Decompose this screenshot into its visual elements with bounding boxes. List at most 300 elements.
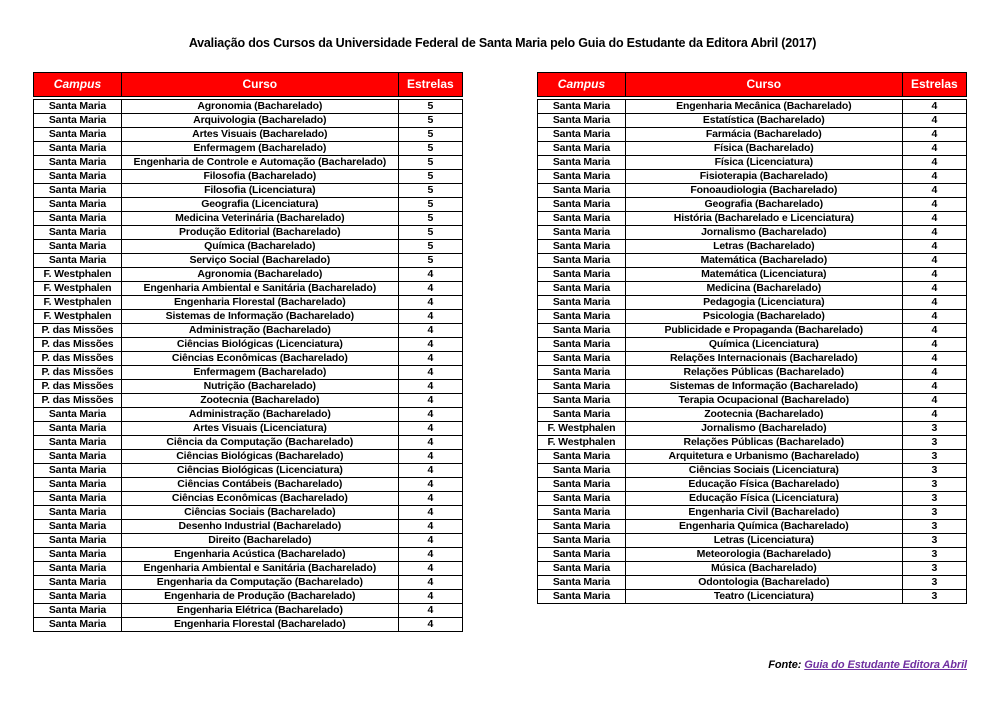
estrelas-cell: 4: [902, 407, 966, 421]
campus-cell: F. Westphalen: [34, 309, 122, 323]
campus-cell: Santa Maria: [34, 211, 122, 225]
table-row: [34, 169, 463, 183]
curso-cell: Relações Internacionais (Bacharelado): [625, 351, 902, 365]
table-row: [538, 491, 967, 505]
estrelas-cell: 4: [902, 169, 966, 183]
campus-cell: Santa Maria: [538, 197, 626, 211]
table-right-header: [538, 73, 967, 98]
table-row: [538, 505, 967, 519]
table-row: [538, 113, 967, 127]
table-row: [34, 477, 463, 491]
curso-cell: Geografia (Bacharelado): [625, 197, 902, 211]
table-row: [34, 379, 463, 393]
table-row: [538, 155, 967, 169]
table-row: [34, 211, 463, 225]
campus-cell: Santa Maria: [538, 365, 626, 379]
curso-cell: Farmácia (Bacharelado): [625, 127, 902, 141]
estrelas-cell: 4: [398, 281, 462, 295]
table-row: [34, 547, 463, 561]
estrelas-cell: 3: [902, 519, 966, 533]
estrelas-cell: 4: [398, 351, 462, 365]
estrelas-cell: 4: [902, 337, 966, 351]
campus-cell: Santa Maria: [538, 547, 626, 561]
estrelas-cell: 4: [398, 365, 462, 379]
campus-cell: Santa Maria: [34, 505, 122, 519]
campus-cell: Santa Maria: [34, 617, 122, 631]
campus-cell: Santa Maria: [34, 491, 122, 505]
table-row: [34, 533, 463, 547]
table-row: [34, 435, 463, 449]
campus-cell: Santa Maria: [34, 253, 122, 267]
curso-cell: Relações Públicas (Bacharelado): [625, 435, 902, 449]
curso-cell: Letras (Bacharelado): [625, 239, 902, 253]
table-row: [34, 323, 463, 337]
estrelas-cell: 4: [902, 113, 966, 127]
campus-cell: F. Westphalen: [34, 295, 122, 309]
curso-cell: Engenharia de Produção (Bacharelado): [121, 589, 398, 603]
estrelas-cell: 4: [902, 183, 966, 197]
table-row: [538, 127, 967, 141]
table-row: [538, 421, 967, 435]
table-row: [538, 477, 967, 491]
estrelas-cell: 4: [398, 589, 462, 603]
estrelas-cell: 4: [902, 225, 966, 239]
table-row: [34, 295, 463, 309]
table-row: [538, 393, 967, 407]
campus-cell: P. das Missões: [34, 365, 122, 379]
table-row: [538, 267, 967, 281]
curso-cell: Arquitetura e Urbanismo (Bacharelado): [625, 449, 902, 463]
curso-cell: Química (Bacharelado): [121, 239, 398, 253]
campus-cell: F. Westphalen: [34, 281, 122, 295]
table-row: [34, 393, 463, 407]
campus-cell: Santa Maria: [538, 519, 626, 533]
curso-cell: Ciências Sociais (Licenciatura): [625, 463, 902, 477]
estrelas-cell: 4: [398, 421, 462, 435]
estrelas-cell: 4: [902, 211, 966, 225]
curso-cell: História (Bacharelado e Licenciatura): [625, 211, 902, 225]
curso-cell: Serviço Social (Bacharelado): [121, 253, 398, 267]
curso-cell: Ciências Sociais (Bacharelado): [121, 505, 398, 519]
campus-cell: Santa Maria: [538, 491, 626, 505]
curso-cell: Administração (Bacharelado): [121, 407, 398, 421]
campus-cell: Santa Maria: [538, 239, 626, 253]
curso-cell: Engenharia Ambiental e Sanitária (Bacharelado): [121, 561, 398, 575]
estrelas-cell: 4: [398, 561, 462, 575]
header-row: [538, 73, 967, 98]
curso-cell: Agronomia (Bacharelado): [121, 98, 398, 114]
campus-cell: Santa Maria: [34, 239, 122, 253]
estrelas-cell: 5: [398, 239, 462, 253]
curso-cell: Fonoaudiologia (Bacharelado): [625, 183, 902, 197]
estrelas-cell: 4: [902, 393, 966, 407]
table-row: [34, 337, 463, 351]
table-left-body: [34, 98, 463, 632]
table-right-body: [538, 98, 967, 604]
campus-cell: Santa Maria: [34, 463, 122, 477]
campus-cell: Santa Maria: [538, 295, 626, 309]
curso-cell: Nutrição (Bacharelado): [121, 379, 398, 393]
estrelas-cell: 4: [902, 309, 966, 323]
campus-cell: Santa Maria: [34, 477, 122, 491]
curso-cell: Artes Visuais (Licenciatura): [121, 421, 398, 435]
curso-cell: Engenharia da Computação (Bacharelado): [121, 575, 398, 589]
curso-cell: Desenho Industrial (Bacharelado): [121, 519, 398, 533]
estrelas-cell: 4: [398, 309, 462, 323]
curso-cell: Ciências Econômicas (Bacharelado): [121, 351, 398, 365]
curso-cell: Jornalismo (Bacharelado): [625, 421, 902, 435]
curso-cell: Engenharia Elétrica (Bacharelado): [121, 603, 398, 617]
curso-cell: Sistemas de Informação (Bacharelado): [121, 309, 398, 323]
campus-cell: Santa Maria: [34, 547, 122, 561]
campus-cell: Santa Maria: [538, 183, 626, 197]
curso-cell: Engenharia Ambiental e Sanitária (Bacharelado): [121, 281, 398, 295]
campus-cell: Santa Maria: [538, 155, 626, 169]
table-row: [34, 253, 463, 267]
estrelas-cell: 4: [902, 281, 966, 295]
table-row: [538, 351, 967, 365]
estrelas-cell: 4: [902, 295, 966, 309]
campus-cell: P. das Missões: [34, 323, 122, 337]
estrelas-cell: 3: [902, 505, 966, 519]
estrelas-cell: 4: [902, 155, 966, 169]
curso-cell: Engenharia Acústica (Bacharelado): [121, 547, 398, 561]
table-row: [538, 295, 967, 309]
curso-cell: Engenharia Civil (Bacharelado): [625, 505, 902, 519]
curso-cell: Psicologia (Bacharelado): [625, 309, 902, 323]
curso-cell: Educação Física (Licenciatura): [625, 491, 902, 505]
estrelas-cell: 3: [902, 477, 966, 491]
estrelas-cell: 5: [398, 225, 462, 239]
table-row: [34, 197, 463, 211]
estrelas-cell: 4: [398, 379, 462, 393]
estrelas-cell: 4: [902, 365, 966, 379]
campus-cell: Santa Maria: [538, 141, 626, 155]
estrelas-cell: 4: [398, 323, 462, 337]
table-row: [538, 183, 967, 197]
estrelas-cell: 4: [902, 141, 966, 155]
campus-cell: Santa Maria: [34, 561, 122, 575]
curso-cell: Zootecnia (Bacharelado): [625, 407, 902, 421]
estrelas-cell: 3: [902, 449, 966, 463]
campus-cell: Santa Maria: [538, 211, 626, 225]
table-row: [538, 561, 967, 575]
campus-cell: P. das Missões: [34, 337, 122, 351]
estrelas-cell: 3: [902, 547, 966, 561]
table-row: [538, 379, 967, 393]
curso-cell: Matemática (Licenciatura): [625, 267, 902, 281]
estrelas-cell: 4: [398, 449, 462, 463]
table-row: [34, 603, 463, 617]
table-row: [538, 197, 967, 211]
curso-cell: Publicidade e Propaganda (Bacharelado): [625, 323, 902, 337]
curso-cell: Ciências Contábeis (Bacharelado): [121, 477, 398, 491]
campus-cell: Santa Maria: [538, 225, 626, 239]
curso-cell: Ciências Biológicas (Licenciatura): [121, 463, 398, 477]
table-row: [538, 449, 967, 463]
table-row: [538, 407, 967, 421]
campus-cell: Santa Maria: [538, 505, 626, 519]
table-row: [538, 323, 967, 337]
estrelas-cell: 4: [398, 463, 462, 477]
table-row: [538, 98, 967, 114]
table-row: [34, 407, 463, 421]
courses-table-left: [33, 72, 463, 632]
curso-cell: Engenharia Mecânica (Bacharelado): [625, 98, 902, 114]
estrelas-cell: 5: [398, 98, 462, 114]
curso-cell: Ciência da Computação (Bacharelado): [121, 435, 398, 449]
estrelas-cell: 5: [398, 197, 462, 211]
campus-cell: Santa Maria: [538, 253, 626, 267]
estrelas-cell: 5: [398, 253, 462, 267]
table-row: [34, 113, 463, 127]
estrelas-cell: 4: [398, 533, 462, 547]
curso-cell: Letras (Licenciatura): [625, 533, 902, 547]
curso-cell: Produção Editorial (Bacharelado): [121, 225, 398, 239]
campus-cell: Santa Maria: [538, 98, 626, 114]
campus-cell: Santa Maria: [34, 141, 122, 155]
table-row: [538, 309, 967, 323]
curso-cell: Pedagogia (Licenciatura): [625, 295, 902, 309]
table-row: [538, 463, 967, 477]
table-row: [538, 365, 967, 379]
estrelas-cell: 3: [902, 491, 966, 505]
curso-cell: Enfermagem (Bacharelado): [121, 365, 398, 379]
curso-cell: Engenharia Florestal (Bacharelado): [121, 617, 398, 631]
table-row: [34, 225, 463, 239]
estrelas-cell: 4: [902, 253, 966, 267]
curso-cell: Relações Públicas (Bacharelado): [625, 365, 902, 379]
campus-cell: P. das Missões: [34, 351, 122, 365]
table-row: [34, 351, 463, 365]
campus-cell: Santa Maria: [34, 169, 122, 183]
campus-cell: Santa Maria: [34, 183, 122, 197]
estrelas-cell: 4: [398, 603, 462, 617]
table-row: [34, 575, 463, 589]
estrelas-cell: 3: [902, 561, 966, 575]
curso-cell: Medicina (Bacharelado): [625, 281, 902, 295]
campus-cell: Santa Maria: [34, 589, 122, 603]
estrelas-cell: 4: [398, 617, 462, 631]
estrelas-cell: 4: [902, 351, 966, 365]
curso-cell: Odontologia (Bacharelado): [625, 575, 902, 589]
estrelas-cell: 5: [398, 113, 462, 127]
table-row: [538, 575, 967, 589]
curso-cell: Fisioterapia (Bacharelado): [625, 169, 902, 183]
campus-cell: Santa Maria: [538, 309, 626, 323]
table-row: [538, 239, 967, 253]
campus-cell: Santa Maria: [34, 435, 122, 449]
estrelas-cell: 5: [398, 141, 462, 155]
table-row: [538, 435, 967, 449]
table-row: [34, 505, 463, 519]
estrelas-cell: 4: [902, 323, 966, 337]
estrelas-cell: 3: [902, 575, 966, 589]
table-row: [538, 589, 967, 603]
campus-cell: Santa Maria: [538, 267, 626, 281]
curso-cell: Engenharia Química (Bacharelado): [625, 519, 902, 533]
column-header-curso: Curso: [625, 73, 902, 98]
estrelas-cell: 4: [902, 379, 966, 393]
curso-cell: Ciências Econômicas (Bacharelado): [121, 491, 398, 505]
campus-cell: Santa Maria: [34, 603, 122, 617]
table-row: [34, 589, 463, 603]
table-row: [538, 519, 967, 533]
table-row: [538, 337, 967, 351]
courses-table-right: [537, 72, 967, 604]
curso-cell: Matemática (Bacharelado): [625, 253, 902, 267]
curso-cell: Teatro (Licenciatura): [625, 589, 902, 603]
campus-cell: F. Westphalen: [538, 421, 626, 435]
curso-cell: Administração (Bacharelado): [121, 323, 398, 337]
table-row: [34, 127, 463, 141]
table-row: [538, 211, 967, 225]
curso-cell: Música (Bacharelado): [625, 561, 902, 575]
estrelas-cell: 4: [398, 477, 462, 491]
page-title: Avaliação dos Cursos da Universidade Federal de Santa Maria pelo Guia do Estudante da Editora Abril (2017): [188, 36, 817, 50]
table-row: [34, 309, 463, 323]
table-row: [34, 267, 463, 281]
curso-cell: Filosofia (Bacharelado): [121, 169, 398, 183]
estrelas-cell: 5: [398, 211, 462, 225]
campus-cell: Santa Maria: [538, 463, 626, 477]
curso-cell: Ciências Biológicas (Bacharelado): [121, 449, 398, 463]
campus-cell: Santa Maria: [538, 351, 626, 365]
estrelas-cell: 4: [902, 267, 966, 281]
estrelas-cell: 4: [902, 127, 966, 141]
table-row: [34, 141, 463, 155]
campus-cell: Santa Maria: [538, 169, 626, 183]
table-row: [34, 421, 463, 435]
curso-cell: Enfermagem (Bacharelado): [121, 141, 398, 155]
table-right: [537, 72, 967, 604]
estrelas-cell: 3: [902, 435, 966, 449]
campus-cell: Santa Maria: [538, 589, 626, 603]
table-row: [538, 253, 967, 267]
source-label: Fonte:: [768, 659, 802, 671]
campus-cell: Santa Maria: [538, 477, 626, 491]
campus-cell: Santa Maria: [34, 533, 122, 547]
table-row: [538, 533, 967, 547]
campus-cell: Santa Maria: [34, 155, 122, 169]
curso-cell: Jornalismo (Bacharelado): [625, 225, 902, 239]
campus-cell: Santa Maria: [34, 519, 122, 533]
table-row: [538, 141, 967, 155]
curso-cell: Física (Licenciatura): [625, 155, 902, 169]
table-left: [33, 72, 463, 632]
campus-cell: Santa Maria: [538, 561, 626, 575]
table-row: [34, 183, 463, 197]
campus-cell: Santa Maria: [538, 281, 626, 295]
curso-cell: Engenharia Florestal (Bacharelado): [121, 295, 398, 309]
table-row: [34, 281, 463, 295]
estrelas-cell: 3: [902, 589, 966, 603]
estrelas-cell: 5: [398, 127, 462, 141]
campus-cell: Santa Maria: [34, 127, 122, 141]
estrelas-cell: 4: [398, 491, 462, 505]
campus-cell: Santa Maria: [538, 127, 626, 141]
curso-cell: Física (Bacharelado): [625, 141, 902, 155]
estrelas-cell: 4: [398, 295, 462, 309]
curso-cell: Educação Física (Bacharelado): [625, 477, 902, 491]
campus-cell: Santa Maria: [538, 533, 626, 547]
table-row: [34, 519, 463, 533]
estrelas-cell: 4: [902, 98, 966, 114]
column-header-campus: Campus: [538, 73, 626, 98]
campus-cell: Santa Maria: [34, 197, 122, 211]
curso-cell: Agronomia (Bacharelado): [121, 267, 398, 281]
header-row: [34, 73, 463, 98]
table-row: [34, 617, 463, 631]
curso-cell: Engenharia de Controle e Automação (Bacharelado): [121, 155, 398, 169]
estrelas-cell: 4: [902, 239, 966, 253]
campus-cell: Santa Maria: [34, 421, 122, 435]
column-header-estrelas: Estrelas: [398, 73, 462, 98]
campus-cell: Santa Maria: [538, 379, 626, 393]
campus-cell: Santa Maria: [538, 113, 626, 127]
source-link[interactable]: Guia do Estudante Editora Abril: [804, 659, 967, 671]
estrelas-cell: 4: [398, 435, 462, 449]
campus-cell: Santa Maria: [538, 575, 626, 589]
estrelas-cell: 3: [902, 533, 966, 547]
curso-cell: Arquivologia (Bacharelado): [121, 113, 398, 127]
estrelas-cell: 4: [398, 407, 462, 421]
estrelas-cell: 5: [398, 169, 462, 183]
campus-cell: Santa Maria: [538, 323, 626, 337]
table-left-header: [34, 73, 463, 98]
column-header-campus: Campus: [34, 73, 122, 98]
curso-cell: Direito (Bacharelado): [121, 533, 398, 547]
estrelas-cell: 3: [902, 463, 966, 477]
campus-cell: P. das Missões: [34, 393, 122, 407]
curso-cell: Estatística (Bacharelado): [625, 113, 902, 127]
estrelas-cell: 4: [398, 393, 462, 407]
table-row: [34, 561, 463, 575]
campus-cell: P. das Missões: [34, 379, 122, 393]
table-row: [538, 547, 967, 561]
curso-cell: Meteorologia (Bacharelado): [625, 547, 902, 561]
curso-cell: Artes Visuais (Bacharelado): [121, 127, 398, 141]
campus-cell: Santa Maria: [34, 225, 122, 239]
curso-cell: Geografia (Licenciatura): [121, 197, 398, 211]
curso-cell: Filosofia (Licenciatura): [121, 183, 398, 197]
campus-cell: Santa Maria: [538, 393, 626, 407]
estrelas-cell: 4: [902, 197, 966, 211]
campus-cell: Santa Maria: [34, 407, 122, 421]
table-row: [538, 169, 967, 183]
estrelas-cell: 5: [398, 155, 462, 169]
estrelas-cell: 5: [398, 183, 462, 197]
estrelas-cell: 4: [398, 519, 462, 533]
campus-cell: Santa Maria: [538, 407, 626, 421]
estrelas-cell: 4: [398, 547, 462, 561]
table-row: [34, 491, 463, 505]
campus-cell: Santa Maria: [34, 575, 122, 589]
estrelas-cell: 4: [398, 575, 462, 589]
estrelas-cell: 4: [398, 337, 462, 351]
table-row: [34, 449, 463, 463]
curso-cell: Medicina Veterinária (Bacharelado): [121, 211, 398, 225]
table-row: [538, 281, 967, 295]
estrelas-cell: 4: [398, 505, 462, 519]
table-row: [34, 365, 463, 379]
campus-cell: Santa Maria: [538, 449, 626, 463]
estrelas-cell: 4: [398, 267, 462, 281]
source-note: [768, 659, 967, 671]
campus-cell: Santa Maria: [34, 449, 122, 463]
column-header-curso: Curso: [121, 73, 398, 98]
campus-cell: F. Westphalen: [34, 267, 122, 281]
